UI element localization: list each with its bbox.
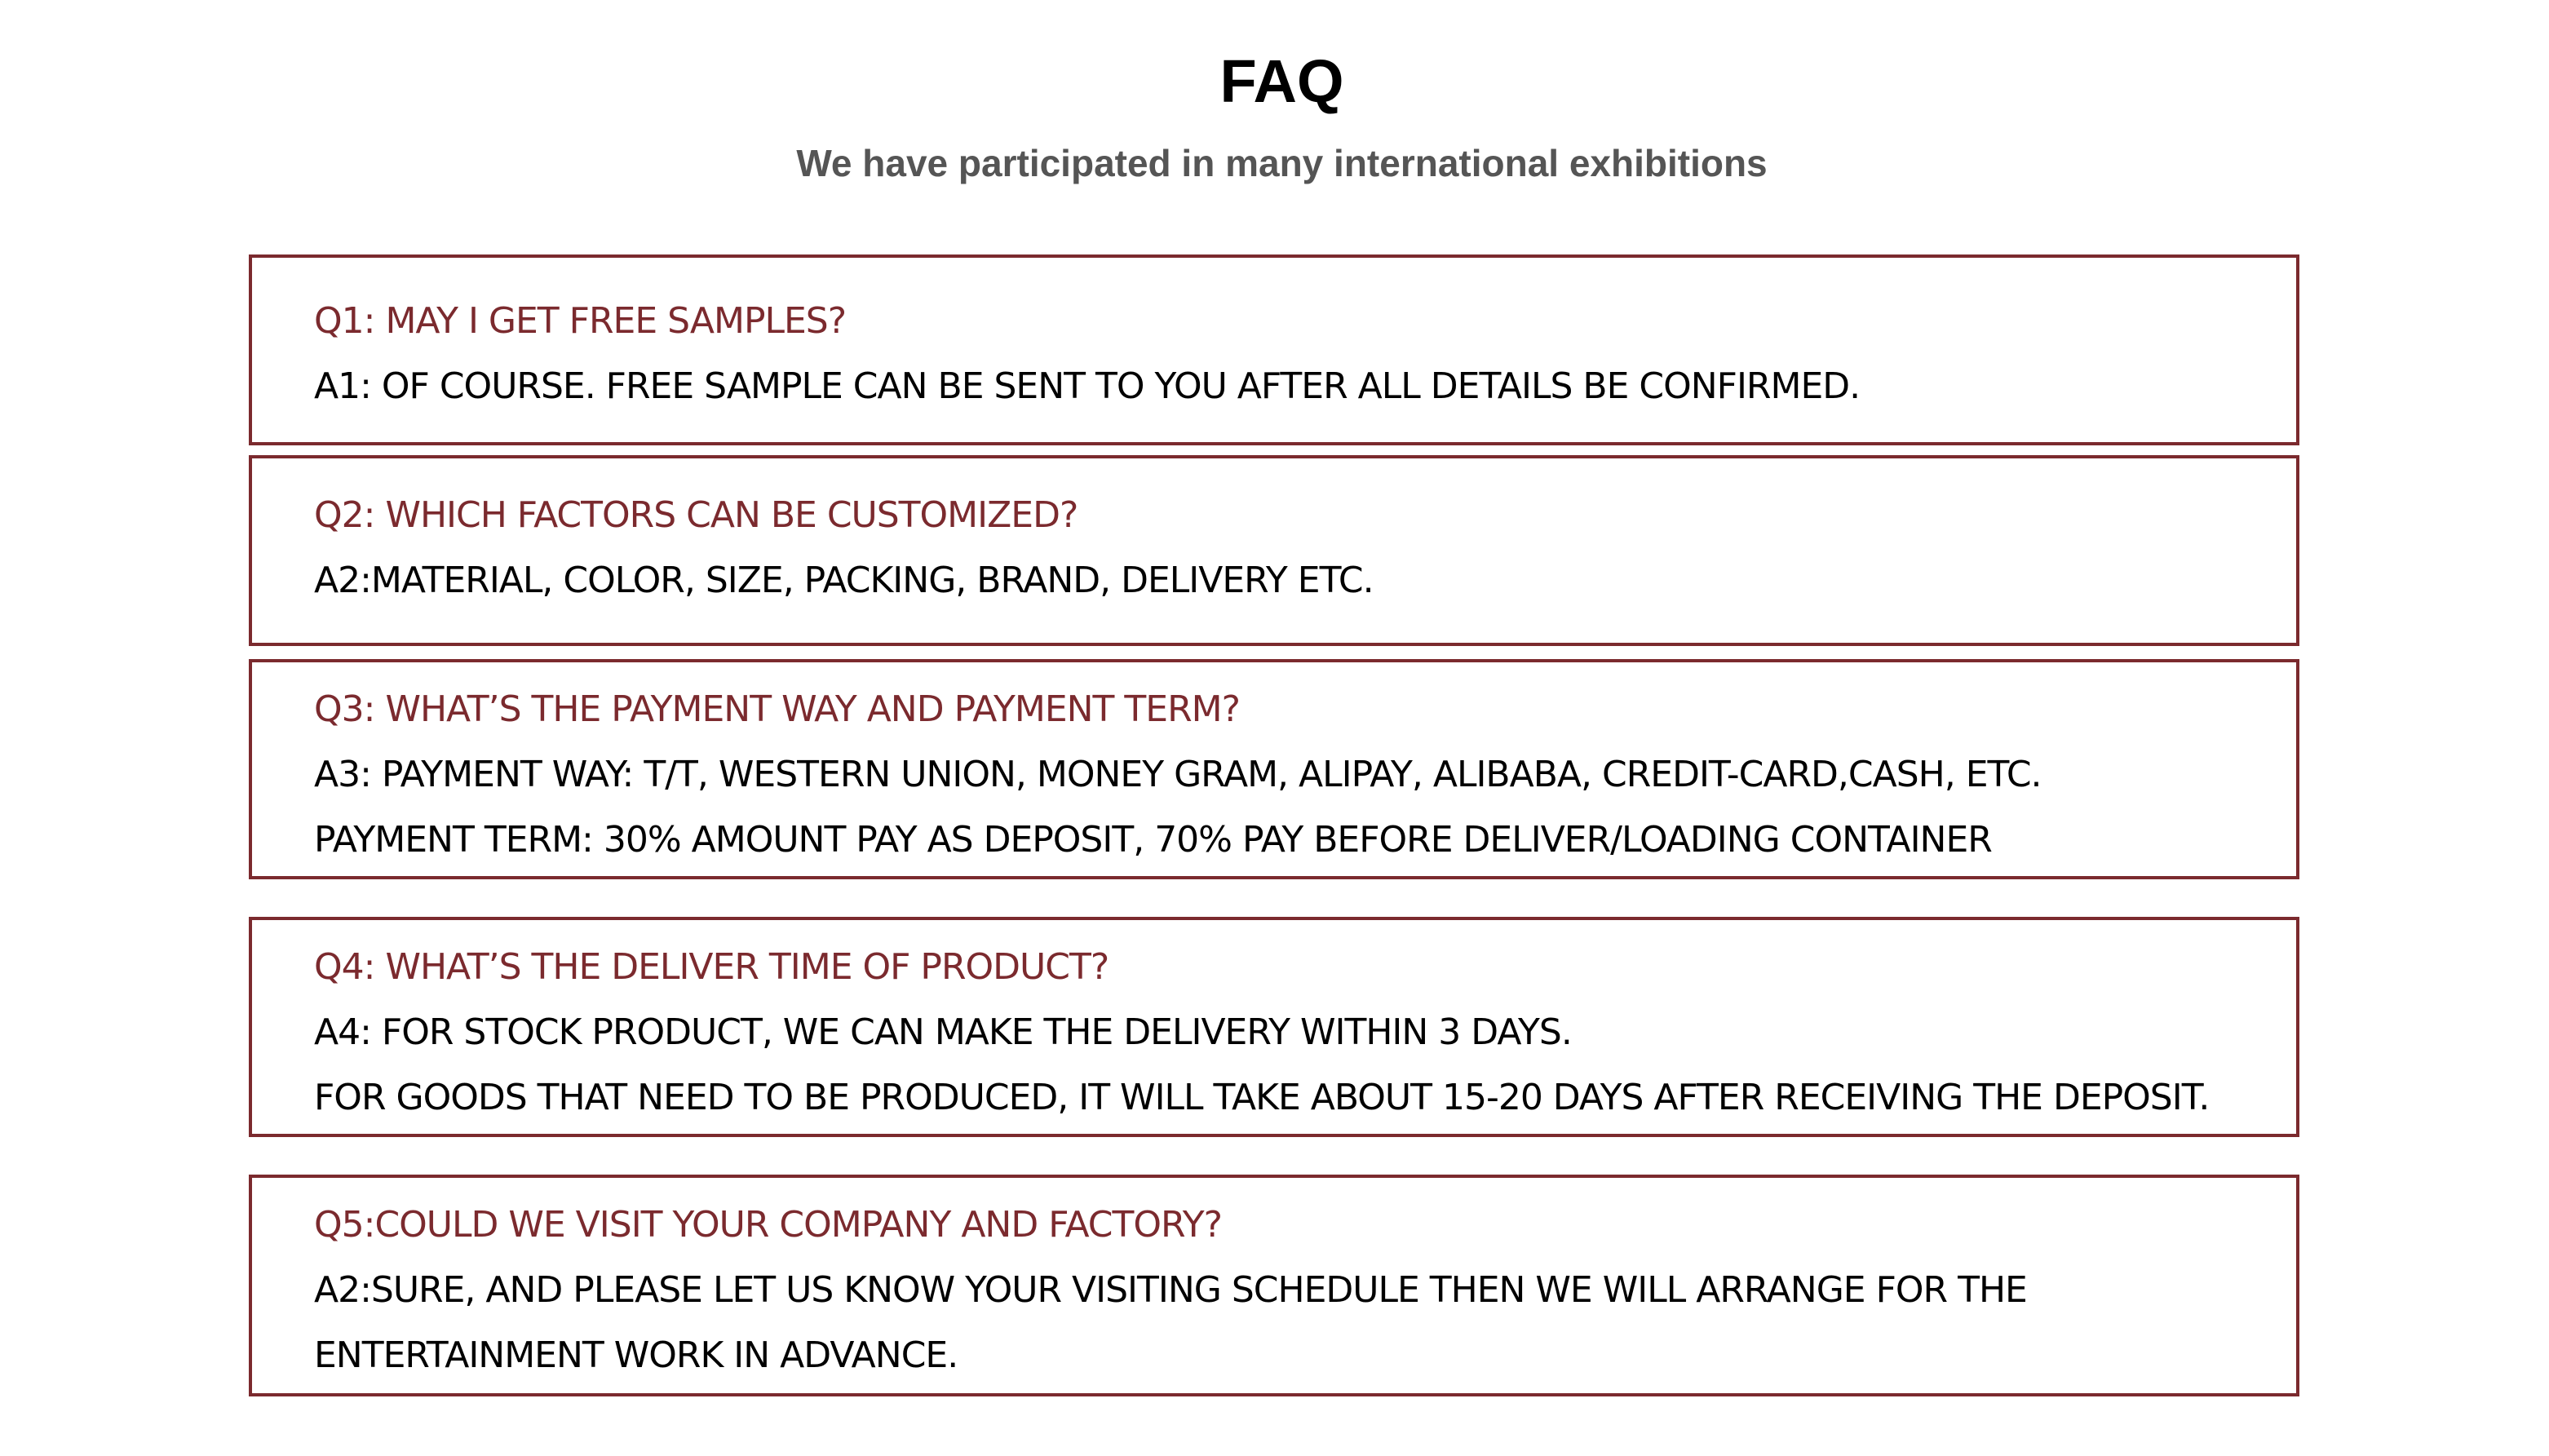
faq-question-2: Q2: WHICH FACTORS CAN BE CUSTOMIZED? (314, 494, 1078, 536)
faq-answer-4-line-2: FOR GOODS THAT NEED TO BE PRODUCED, IT WILL TAKE ABOUT 15-20 DAYS AFTER RECEIVING THE DEPOSIT. (314, 1077, 2210, 1118)
faq-answer-3-line-1: A3: PAYMENT WAY: T/T, WESTERN UNION, MONEY GRAM, ALIPAY, ALIBABA, CREDIT-CARD,CASH, ETC. (314, 754, 2042, 795)
page-title: FAQ (1219, 47, 1344, 115)
faq-answer-3-line-2: PAYMENT TERM: 30% AMOUNT PAY AS DEPOSIT, 70% PAY BEFORE DELIVER/LOADING CONTAINER (314, 819, 1992, 861)
faq-answer-1-line-1: A1: OF COURSE. FREE SAMPLE CAN BE SENT TO YOU AFTER ALL DETAILS BE CONFIRMED. (314, 365, 1861, 407)
faq-item-5 (249, 1175, 2299, 1396)
faq-question-4: Q4: WHAT’S THE DELIVER TIME OF PRODUCT? (314, 946, 1109, 988)
faq-item-4 (249, 917, 2299, 1137)
faq-question-5: Q5:COULD WE VISIT YOUR COMPANY AND FACTORY? (314, 1204, 1223, 1246)
faq-item-3 (249, 659, 2299, 879)
faq-answer-4-line-1: A4: FOR STOCK PRODUCT, WE CAN MAKE THE DELIVERY WITHIN 3 DAYS. (314, 1011, 1572, 1053)
page-subtitle: We have participated in many international exhibitions (796, 142, 1768, 184)
faq-answer-5-line-2: ENTERTAINMENT WORK IN ADVANCE. (314, 1334, 958, 1376)
faq-item-1 (249, 254, 2299, 445)
faq-answer-5-line-1: A2:SURE, AND PLEASE LET US KNOW YOUR VISITING SCHEDULE THEN WE WILL ARRANGE FOR THE (314, 1269, 2027, 1311)
faq-answer-2-line-1: A2:MATERIAL, COLOR, SIZE, PACKING, BRAND, DELIVERY ETC. (314, 560, 1374, 601)
faq-question-1: Q1: MAY I GET FREE SAMPLES? (314, 300, 847, 342)
faq-item-2 (249, 455, 2299, 646)
faq-question-3: Q3: WHAT’S THE PAYMENT WAY AND PAYMENT TERM? (314, 688, 1240, 730)
